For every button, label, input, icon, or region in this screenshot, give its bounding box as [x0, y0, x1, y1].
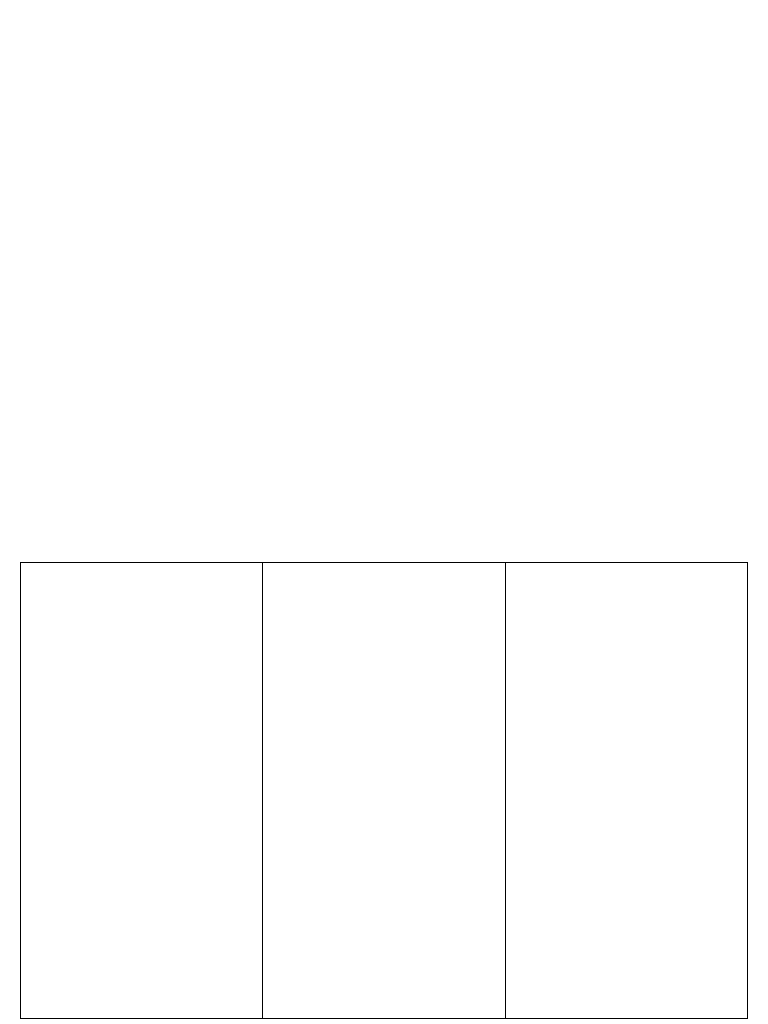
question-column-2	[262, 563, 504, 1018]
question-column-3	[505, 563, 747, 1018]
question-column-1	[21, 563, 262, 1018]
practice-questions-grid	[20, 562, 748, 1019]
